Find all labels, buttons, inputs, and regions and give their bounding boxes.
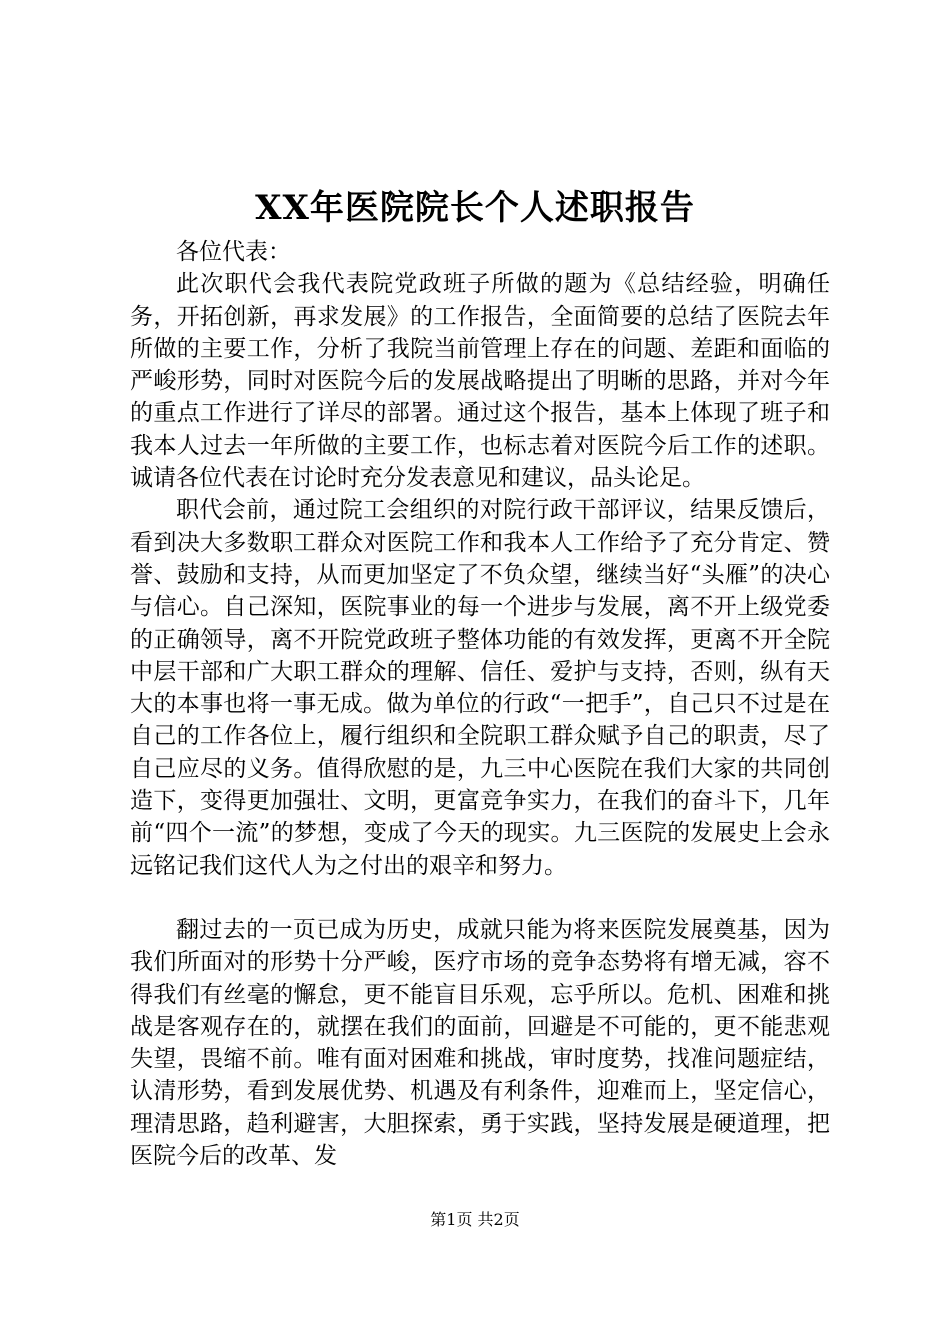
- document-title: XX年医院院长个人述职报告: [255, 188, 695, 228]
- paragraph-spacer: [130, 882, 830, 914]
- paragraph-2: 职代会前，通过院工会组织的对院行政干部评议，结果反馈后，看到决大多数职工群众对医院工作和我本人工作给予了充分肯定、赞誉、鼓励和支持，从而更加坚定了不负众望，继续当好“头雁”的决心与信心。自己深知，医院事业的每一个进步与发展，离不开上级党委的正确领导，离不开院党政班子整体功能的有效发挥，更离不开全院中层干部和广大职工群众的理解、信任、爱护与支持，否则，纵有天大的本事也将一事无成。做为单位的行政“一把手”，自己只不过是在自己的工作各位上，履行组织和全院职工群众赋予自己的职责，尽了自己应尽的义务。值得欣慰的是，九三中心医院在我们大家的共同创造下，变得更加强壮、文明，更富竞争实力，在我们的奋斗下，几年前“四个一流”的梦想，变成了今天的现实。九三医院的发展史上会永远铭记我们这代人为之付出的艰辛和努力。: [130, 497, 830, 879]
- salutation: 各位代表：: [176, 239, 291, 265]
- paragraph-3: 翻过去的一页已成为历史，成就只能为将来医院发展奠基，因为我们所面对的形势十分严峻，医疗市场的竞争态势将有增无减，容不得我们有丝毫的懈怠，更不能盲目乐观，忘乎所以。危机、困难和挑战是客观存在的，就摆在我们的面前，回避是不可能的，更不能悲观失望，畏缩不前。唯有面对困难和挑战，审时度势，找准问题症结，认清形势，看到发展优势、机遇及有利条件，迎难而上，坚定信心，理清思路，趋利避害，大胆探索，勇于实践，坚持发展是硬道理，把医院今后的改革、发: [130, 916, 830, 1170]
- document-body: [130, 236, 830, 1172]
- paragraph-1: 此次职代会我代表院党政班子所做的题为《总结经验，明确任务，开拓创新，再求发展》的工作报告，全面简要的总结了医院去年所做的主要工作，分析了我院当前管理上存在的问题、差距和面临的严峻形势，同时对医院今后的发展战略提出了明晰的思路，并对今年的重点工作进行了详尽的部署。通过这个报告，基本上体现了班子和我本人过去一年所做的主要工作，也标志着对医院今后工作的述职。诚请各位代表在讨论时充分发表意见和建议，品头论足。: [130, 271, 830, 492]
- page-footer: 第1页 共2页: [430, 1210, 520, 1229]
